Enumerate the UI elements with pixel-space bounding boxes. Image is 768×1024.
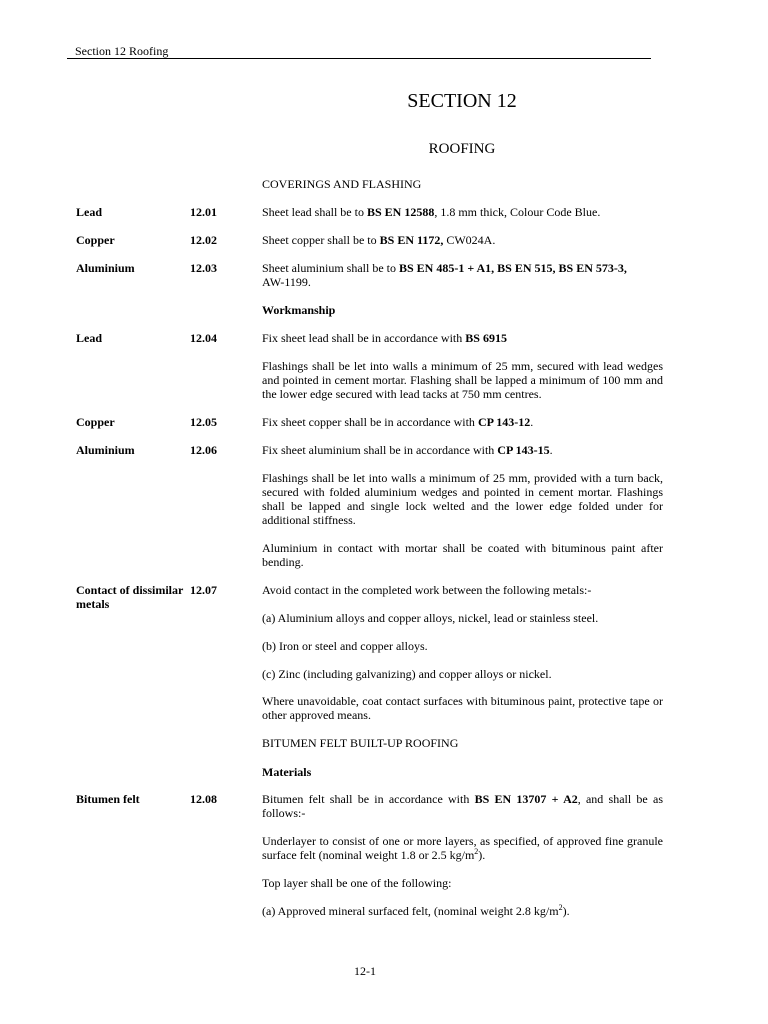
clause-text: Fix sheet copper shall be in accordance with CP 143-12.	[262, 415, 534, 429]
clause-12-06-paragraph-2: Aluminium in contact with mortar shall be coated with bituminous paint after bending.	[262, 541, 663, 569]
clause-number: 12.04	[190, 331, 217, 345]
section-title: SECTION 12	[407, 90, 517, 112]
heading-coverings: COVERINGS AND FLASHING	[262, 177, 422, 191]
clause-label: Copper	[76, 415, 115, 429]
header-rule	[67, 58, 651, 59]
clause-text: Bitumen felt shall be in accordance with BS EN 13707 + A2, and shall be as follows:-	[262, 792, 663, 820]
clause-label: Bitumen felt	[76, 792, 140, 806]
clause-text: Avoid contact in the completed work between the following metals:-	[262, 583, 592, 597]
clause-number: 12.05	[190, 415, 217, 429]
clause-label: Lead	[76, 205, 103, 219]
clause-label: Copper	[76, 233, 115, 247]
clause-label: Contact of dissimilar metals	[76, 583, 184, 611]
list-item-b: (b) Iron or steel and copper alloys.	[262, 639, 428, 653]
clause-12-08-list-item-a: (a) Approved mineral surfaced felt, (nominal weight 2.8 $kg/m^2$).	[262, 903, 570, 918]
heading-materials: Materials	[262, 765, 312, 779]
clause-12-06-paragraph: Flashings shall be let into walls a minimum of 25 mm, provided with a turn back, secured with folded aluminium wedges and pointed in cement mortar. Flashings shall be lapped and single lock welted and the lower edge folded under for additional stiffness.	[262, 471, 663, 527]
heading-workmanship: Workmanship	[262, 303, 336, 317]
clause-12-07-paragraph: Where unavoidable, coat contact surfaces with bituminous paint, protective tape or other approved means.	[262, 694, 663, 722]
clause-label: Lead	[76, 331, 103, 345]
clause-text: Sheet lead shall be to BS EN 12588, 1.8 mm thick, Colour Code Blue.	[262, 205, 601, 219]
clause-text: Fix sheet lead shall be in accordance with BS 6915	[262, 331, 507, 345]
clause-text: Sheet aluminium shall be to BS EN 485-1 + A1, BS EN 515, BS EN 573-3, AW-1199.	[262, 261, 627, 289]
clause-label: Aluminium	[76, 443, 135, 457]
clause-12-08-paragraph: Underlayer to consist of one or more layers, as specified, of approved fine granule surface felt (nominal weight 1.8 or 2.5 $kg/m^2$).	[262, 834, 663, 862]
clause-number: 12.07	[190, 583, 217, 597]
clause-label: Aluminium	[76, 261, 135, 275]
running-header: Section 12 Roofing	[75, 44, 169, 58]
clause-12-08-paragraph-2: Top layer shall be one of the following:	[262, 876, 452, 890]
clause-number: 12.06	[190, 443, 217, 457]
section-subject: ROOFING	[428, 141, 496, 157]
clause-12-04-paragraph: Flashings shall be let into walls a minimum of 25 mm, secured with lead wedges and pointed in cement mortar. Flashing shall be lapped a minimum of 100 mm and the lower edge secured with lead tacks at 750 mm centres.	[262, 359, 663, 401]
clause-number: 12.01	[190, 205, 217, 219]
clause-text: Sheet copper shall be to BS EN 1172, CW024A.	[262, 233, 496, 247]
clause-number: 12.08	[190, 792, 217, 806]
page-number: 12-1	[354, 964, 376, 978]
clause-number: 12.03	[190, 261, 217, 275]
clause-number: 12.02	[190, 233, 217, 247]
list-item-c: (c) Zinc (including galvanizing) and copper alloys or nickel.	[262, 667, 552, 681]
clause-text: Fix sheet aluminium shall be in accordance with CP 143-15.	[262, 443, 553, 457]
list-item-a: (a) Aluminium alloys and copper alloys, nickel, lead or stainless steel.	[262, 611, 599, 625]
heading-bitumen: BITUMEN FELT BUILT-UP ROOFING	[262, 736, 459, 750]
